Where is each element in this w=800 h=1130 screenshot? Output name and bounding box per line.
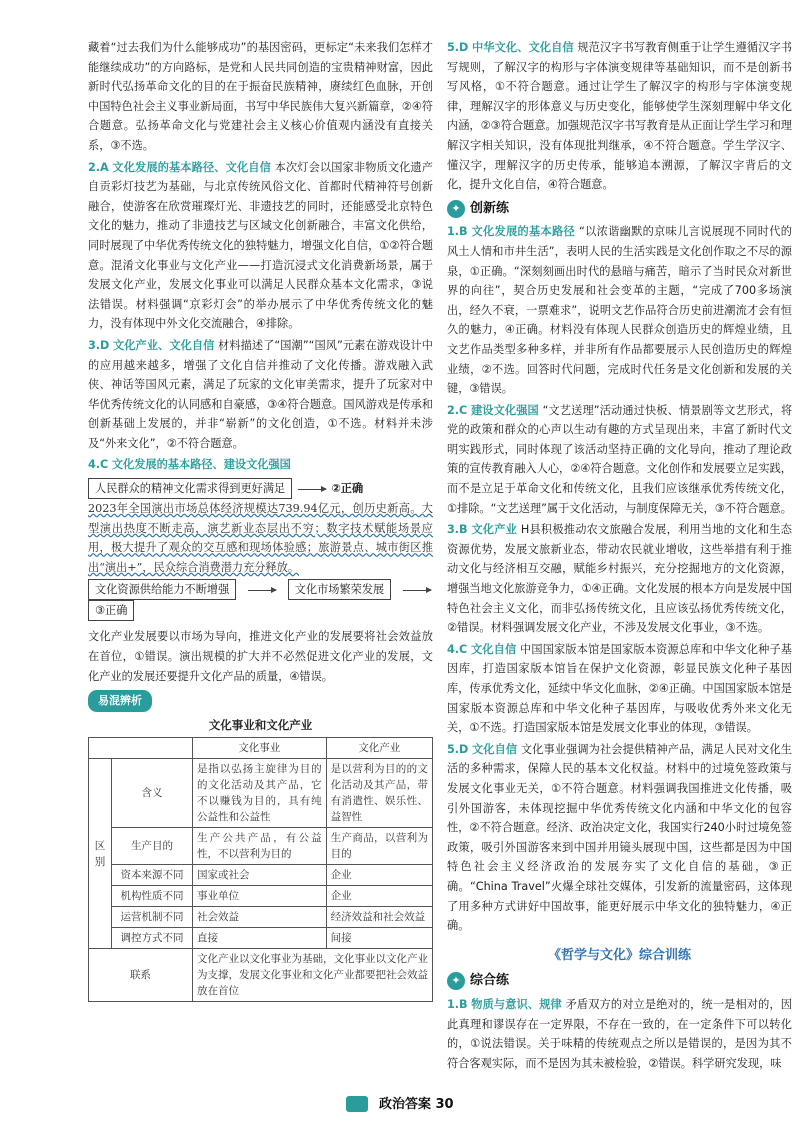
- comp-1-tag: 物质与意识、规律: [471, 997, 562, 1011]
- intro-paragraph: 藏着“过去我们为什么能够成功”的基因密码，更标定“未来我们怎样才能继续成功”的方向路标，是党和人民共同创造的宝贵精神财富，因此新时代弘扬革命文化的目的在于振奋民族精神，赓续红色血脉，开创中国特色社会主义事业新局面，书写中华民族伟大复兴新篇章，②④符合题意。弘扬革命文化与党建社会主义核心价值观内涵没有直接关系，③不选。: [88, 41, 433, 152]
- innov-answer-5: [447, 740, 792, 936]
- table-row-label: 机构性质不同: [112, 886, 193, 907]
- section-icon: ✦: [447, 200, 465, 218]
- innov-2-number: 2.C: [447, 403, 468, 417]
- section-comprehensive: [447, 971, 792, 991]
- answer-5-tag: 中华文化、文化自信: [472, 41, 574, 54]
- answer-2-text: 本次灯会以国家非物质文化遗产自贡彩灯技艺为基础，与北京传统风俗文化、首都时代精神符号创新融合，使游客在欣赏璀璨灯光、非遗技艺的同时，还能感受北京特色文化的魅力，推动了非遗技艺与区域文化创新融合，丰富文化供给，同时展现了中华优秀传统文化的独特魅力，增强文化自信，①②符合题意。混淆文化事业与文化产业——打造沉浸式文化消费新场景，属于发展文化产业，发展文化事业可以满足人民群众基本文化需求，③说法错误。材料强调“京彩灯会”的举办展示了中华优秀传统文化的魅力，没有体现中外文化交流融合，④排除。: [88, 160, 433, 331]
- table-cell: 经济效益和社会效益: [326, 907, 432, 928]
- table-header-b: 文化产业: [326, 738, 432, 759]
- table-link-text: 文化产业以文化事业为基础，文化事业以文化产业为支撑，发展文化事业和文化产业都要把社会效益放在首位: [193, 949, 433, 1002]
- table-header-a: 文化事业: [193, 738, 327, 759]
- answer-2: [88, 158, 433, 334]
- table-row: [89, 759, 433, 828]
- table-row: [89, 865, 433, 886]
- left-column: [88, 38, 433, 1002]
- table-row-label: 运营机制不同: [112, 907, 193, 928]
- answer-5-top: [447, 38, 792, 195]
- flow-arrow-icon: [248, 590, 276, 591]
- table-cell: 事业单位: [193, 886, 327, 907]
- table-corner: [89, 738, 193, 759]
- table-row-label: 生产目的: [112, 828, 193, 865]
- table-cell: 是以营利为目的的文化活动及其产品，带有消遣性、娱乐性、益智性: [326, 759, 432, 828]
- table-header-row: [89, 738, 433, 759]
- table-cell: 国家或社会: [193, 865, 327, 886]
- table-group-label: 区别: [89, 759, 112, 949]
- answer-4: [88, 455, 433, 475]
- table-row: [89, 828, 433, 865]
- innov-4-tag: 文化自信: [470, 642, 517, 656]
- comp-1-text: 矛盾双方的对立是绝对的，统一是相对的，因此真理和谬误存在一定界限，不存在一致的，在一定条件下可以转化的，①说法错误。关于味精的传统观点之所以是错误的，是因为其不符合客观实际，而不是因为其未被检验，②错误。科学研究发现，味: [447, 997, 792, 1070]
- comprehensive-banner: 《哲学与文化》综合训练: [547, 947, 691, 963]
- innov-1-number: 1.B: [447, 225, 468, 239]
- table-row-label: 调控方式不同: [112, 928, 193, 949]
- flow-box-market: 文化市场繁荣发展: [288, 579, 392, 600]
- answer-2-number: 2.A: [88, 160, 109, 174]
- reasoning-flow: [88, 478, 433, 621]
- answer-4-tag: 文化发展的基本路径、建设文化强国: [111, 458, 291, 472]
- innov-3-text: H县积极推动农文旅融合发展，利用当地的文化和生态资源优势，发展文旅新业态，带动农民就业增收，这些举措有利于推动文化与经济相互交融，赋能乡村振兴，充分挖掘地方的文化资源，增强当地文化旅游竞争力，①④正确。文化发展的根本方向是发展中国特色社会主义文化，而非弘扬传统文化，且应该弘扬优秀传统文化，②错误。材料强调发展文化产业，不涉及发展文化事业，③不选。: [447, 523, 792, 635]
- table-cell: 企业: [326, 865, 432, 886]
- comp-1-number: 1.B: [447, 997, 468, 1011]
- right-column: [447, 38, 792, 1075]
- table-row: [89, 949, 433, 1002]
- answer-4-tail: 文化产业发展要以市场为导向，推进文化产业的发展要将社会效益放在首位，①错误。演出规模的扩大并不必然促进文化产业的发展，文化产业的发展还要提升文化产品的质量，④错误。: [88, 630, 433, 683]
- answer-4-number: 4.C: [88, 458, 109, 472]
- answer-3-tag: 文化产业、文化自信: [112, 338, 215, 352]
- table-cell: 直接: [193, 928, 327, 949]
- brand-logo-icon: [346, 1096, 368, 1112]
- section-innovation-title: 创新练: [470, 200, 510, 216]
- innov-5-text: 文化事业强调为社会提供精神产品，满足人民对文化生活的多种需求，保障人民的基本文化权益。材料中的过境免签政策与发展文化事业无关，①不符合题意。材料强调我国推进文化传播，吸引外国游客，未体现挖掘中华优秀传统文化内涵和中华文化的包容性，②不符合题意。经济、政治决定文化，我国实行240小时过境免签政策，吸引外国游客来到中国并用镜头展现中国，这些都是因为中国特色社会主义经济政治的发展夯实了文化自信的基础，③正确。“China Travel”火爆全球社交媒体，引发新的流量密码，这体现了用多种方式讲好中国故事，能更好展示中华文化的独特魅力，④正确。: [447, 742, 792, 933]
- table-cell: 社会效益: [193, 907, 327, 928]
- flow-top-mark: ②正确: [331, 482, 364, 496]
- innov-2-tag: 建设文化强国: [470, 403, 539, 417]
- flow-top-box: 人民群众的精神文化需求得到更好满足: [88, 478, 292, 499]
- innov-3-number: 3.B: [447, 523, 468, 537]
- footer-label: 政治答案 30: [378, 1096, 454, 1112]
- table-cell: 企业: [326, 886, 432, 907]
- section-innovation: [447, 199, 792, 219]
- table-row-label: 含义: [112, 759, 193, 828]
- answer-3-text: 材料描述了“国潮”“国风”元素在游戏设计中的应用越来越多，增强了文化自信并推动了文化传播。游戏融入武侠、神话等国风元素，满足了玩家的文化审美需求，提升了玩家对中华优秀传统文化的认同感和自豪感，③④符合题意。国风游戏是传承和创新基础上发展的，并非“崭新”的文化创造，①不选。材料并未涉及“外来文化”，②不符合题意。: [88, 338, 433, 450]
- table-cell: 生产商品，以营利为目的: [326, 828, 432, 865]
- comp-answer-1: [447, 995, 792, 1073]
- innov-answer-2: [447, 401, 792, 519]
- innov-3-tag: 文化产业: [471, 523, 518, 537]
- section-icon: ✦: [447, 972, 465, 990]
- innov-5-tag: 文化自信: [472, 742, 518, 756]
- table-row: [89, 886, 433, 907]
- innov-answer-4: [447, 640, 792, 738]
- table-cell: 间接: [326, 928, 432, 949]
- innov-4-number: 4.C: [447, 642, 468, 656]
- table-cell: 是指以弘扬主旋律为目的的文化活动及其产品，它不以赚钱为目的，具有纯公益性和公益性: [193, 759, 327, 828]
- innov-4-text: 中国国家版本馆是国家版本资源总库和中华文化种子基因库，打造国家版本馆旨在保护文化资源，彰显民族文化种子基因库，传承优秀文化，延续中华文化血脉，②④正确。中国国家版本馆是国家版本资源总库和中华文化种子基因库，与吸收优秀外来文化无关，①不选。打造国家版本馆是发展文化事业的体现，③错误。: [447, 642, 792, 735]
- innov-answer-3: [447, 520, 792, 638]
- table-cell: 生产公共产品，有公益性，不以营利为目的: [193, 828, 327, 865]
- innov-1-tag: 文化发展的基本路径: [471, 225, 576, 239]
- innov-1-text: “以浓谐幽默的京味儿言说展现不同时代的风土人情和市井生活”，表明人民的生活实践是文化创作取之不尽的源泉，①正确。“深刻刻画出时代的悬暗与痛苦，暗示了当时民众对新世界的向往”，契合历史发展和社会变革的主题，“完成了700多场演出，经久不衰，一票难求”，说明文艺作品符合历史前进潮流才会有恒久的魅力，④正确。材料没有体现人民群众创造历史的辉煌业绩，且文艺作品类型多种多样，并非所有作品都要展示人民创造历史的辉煌业绩，②不选。回答时代问题，完成时代任务是文化创新和发展的关键，③错误。: [447, 225, 792, 396]
- innov-2-text: “文艺送理”活动通过快板、情景剧等文艺形式，将党的政策和群众的心声以生动有趣的方式呈现出来，丰富了新时代文明实践形式，同时体现了该活动坚持正确的文化导向，推动了理论政策的宣传教育融入人心，②④符合题意。文化创作和发展要立足实践，而不是立足于革命文化和传统文化，且我们应该继承优秀传统文化，①排除。“文艺送理”属于文化活动，与制度保障无关，③不符合题意。: [447, 403, 793, 515]
- answer-5-number: 5.D: [447, 41, 469, 54]
- section-comprehensive-title: 综合练: [470, 973, 510, 989]
- answer-3: [88, 336, 433, 454]
- innov-5-number: 5.D: [447, 742, 469, 756]
- table-row: [89, 907, 433, 928]
- answer-2-tag: 文化发展的基本路径、文化自信: [112, 160, 271, 174]
- comparison-table: [88, 737, 433, 1002]
- flow-box-supply: 文化资源供给能力不断增强: [88, 579, 236, 600]
- table-title: 文化事业和文化产业: [208, 717, 313, 732]
- flow-box-market-mark: ③正确: [88, 600, 134, 621]
- analysis-badge: 易混辨析: [88, 690, 152, 712]
- page-footer: [0, 1093, 800, 1113]
- answer-5-text: 规范汉字书写教育侧重于让学生遵循汉字书写规则，了解汉字的构形与字体演变规律等基础知识，而不是创新书写风格，①不符合题意。通过让学生了解汉字的构形与字体演变规律，理解汉字的形体意义与历史变化，能够使学生深刻理解中华文化内涵，②③符合题意。加强规范汉字书写教育是从正面让学生学习和理解汉字相关知识，没有体现批判继承，④不符合题意。学生学汉字、懂汉字，理解汉字的历史传承，能够追本溯源，了解汉字背后的文化，提升文化自信，④符合题意。: [447, 41, 792, 192]
- answer-3-number: 3.D: [88, 338, 110, 352]
- flow-arrow-icon: [298, 489, 326, 490]
- table-link-label: 联系: [89, 949, 193, 1002]
- table-row: [89, 928, 433, 949]
- table-row-label: 资本来源不同: [112, 865, 193, 886]
- flow-middle-text: 2023年全国演出市场总体经济规模达739.94亿元，创历史新高。大型演出热度不断走高，演艺新业态层出不穷；数字技术赋能场景应用，极大提升了观众的交互感和现场体验感；旅游景点、城市街区推出“演出+”，民众综合消费潜力充分释放。: [88, 502, 433, 574]
- flow-arrow-icon: [403, 590, 431, 591]
- innov-answer-1: [447, 222, 792, 398]
